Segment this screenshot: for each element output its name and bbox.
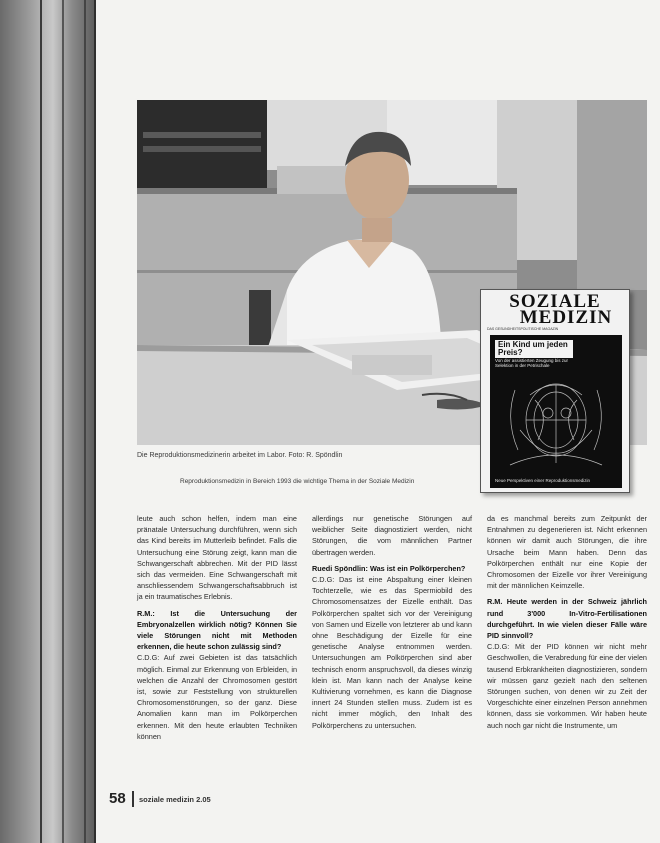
photo-caption: Die Reproduktionsmedizinerin arbeitet im Labor. Foto: R. Spöndlin bbox=[137, 452, 343, 459]
text-column-3 bbox=[487, 513, 647, 731]
book-spine bbox=[0, 0, 96, 843]
cover-brand-line2: MEDIZIN bbox=[519, 307, 613, 328]
paragraph: C.D.G: Das ist eine Abspaltung einer kleinen Tochterzelle, wie es das Spermiobild des Chromosomensatzes der Eizelle enthält. Das Polkörperchen spaltet sich vor der Vereinigung von Samen und Eizelle von letzterer ab und kann ohne Beschädigung der Eizelle für eine genetische Analyse entnommen werden. Untersuchungen am Polkörperchen sind aber technisch enorm anspruchsvoll, da dieses winzig klein ist. Man kann nach der Analyse keine Kultivierung vornehmen, es kann die Diagnose innert 24 Stunden stellen muss. Zudem ist es nicht immer möglich, den Inhalt des Polkörperchens zu untersuchen. bbox=[312, 575, 472, 730]
interview-question: Ruedi Spöndlin: Was ist ein Polkörperchen? bbox=[312, 563, 466, 573]
paragraph: leute auch schon helfen, indem man eine pränatale Untersuchung durchführen, wenn sich das Kind bereits im Mutterleib befindet. Falls die Untersuchung eine Störung zeigt, kann man die Schwangerschaft abbrechen. Mit der PID lässt sich das vermeiden. Eine Schwangerschaft mit anschliessendem Schwangerschaftsabbruch ist ja ein traumatisches Erlebnis. bbox=[137, 514, 297, 602]
paragraph: allerdings nur genetische Störungen auf weiblicher Seite diagnostiziert werden, nicht Störungen, die vom männlichen Partner übertragen werden. bbox=[312, 514, 472, 557]
cover-artwork bbox=[490, 335, 622, 488]
interview-question: R.M. Heute werden in der Schweiz jährlich rund 3'000 In-Vitro-Fertilisationen durchgeführt. In wie vielen dieser Fälle wäre PID sinnvoll? bbox=[487, 597, 647, 641]
text-column-1 bbox=[137, 513, 297, 742]
page-edge bbox=[84, 0, 86, 843]
cover-subheadline: Von der assistierten Zeugung bis zur Selektion in der Petrischale bbox=[495, 358, 569, 368]
cover-brand-line1: SOZIALE bbox=[509, 291, 601, 312]
cover-caption: Reproduktionsmedizin in Bereich 1993 die wichtige Thema in der Soziale Medizin bbox=[180, 478, 415, 485]
cover-subtitle: DAS GESUNDHEITSPOLITISCHE MAGAZIN bbox=[487, 327, 559, 331]
cover-headline: Ein Kind um jeden Preis? bbox=[495, 340, 573, 358]
paragraph: C.D.G: Mit der PID können wir nicht mehr Geschwollen, die Verabredung für eine der vielen tausend Erbkrankheiten diagnostizieren, sondern wir müssen ganz gezielt nach den seltenen Störungen suchen, von denen wir zu Zeit der Vorgeschichte einer einzelnen Person annehmen können, dass sie vorkommen. Wir haben heute auch noch gar nicht die Instrumente, um bbox=[487, 642, 647, 730]
footer-divider bbox=[132, 791, 134, 807]
page-edge bbox=[62, 0, 64, 843]
cover-footer: Neue Perspektiven einer Reproduktionsmedizin bbox=[495, 478, 591, 483]
text-column-2 bbox=[312, 513, 472, 731]
paragraph: C.D.G: Auf zwei Gebieten ist das tatsächlich möglich. Einmal zur Erkennung von Erbleiden, in welchen die Anzahl der Chromosomen gestört ist, sowie zur Feststellung von strukturellen Chromosomenstörungen, so der ganz. Diese Anomalien kann man im Polkörperchen erkennen. Mit den heute erlaubten Techniken können bbox=[137, 653, 297, 741]
page-edge bbox=[40, 0, 42, 843]
cover-brand bbox=[481, 290, 629, 326]
paragraph: da es manchmal bereits zum Zeitpunkt der Entnahmen zu degenerieren ist. Nicht erkennen können wir damit auch Störungen, die ihre Ursache beim Mann haben. Denn das Polkörperchen enthält nur eine Kopie der Chromosomen der Eizelle vor ihrer Vereinigung mit der männlichen Keimzelle. bbox=[487, 514, 647, 591]
magazine-footer: soziale medizin 2.05 bbox=[139, 795, 211, 804]
page-number: 58 bbox=[109, 790, 126, 807]
magazine-cover bbox=[480, 289, 630, 493]
interview-question: R.M.: Ist die Untersuchung der Embryonalzellen wirklich nötig? Können Sie viele Störungen nicht mit Methoden erkennen, die heute schon zulässig sind? bbox=[137, 608, 297, 652]
